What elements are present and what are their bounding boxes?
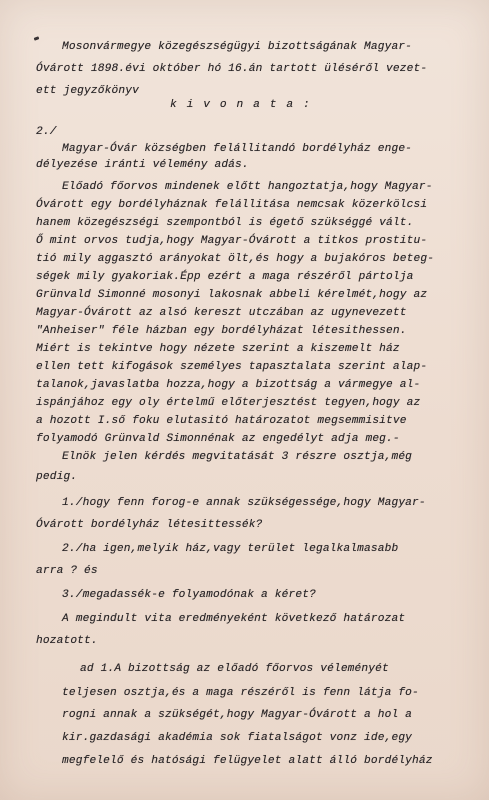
body-line: a hozott I.ső foku elutasitó határozatot megsemmisitve [36, 415, 407, 427]
header-line: Mosonvármegye közegészségügyi bizottságának Magyar- [62, 41, 413, 53]
question-line: Óvárott bordélyház létesittessék? [36, 519, 263, 531]
body-line: talanok,javaslatba hozza,hogy a bizottság a vármegye al- [36, 379, 421, 391]
decision-line: megfelelő és hatósági felügyelet alatt álló bordélyház [62, 755, 433, 767]
question-line: 1./hogy fenn forog-e annak szükségessége,hogy Magyar- [62, 497, 426, 509]
decision-line: teljesen osztja,és a maga részéről is fenn látja fo- [62, 687, 419, 699]
body-line: hanem közegészségi szempontból is égető szükséggé vált. [36, 217, 414, 229]
decision-line: rogni annak a szükségét,hogy Magyar-Óvárott a hol a [62, 709, 413, 721]
body-line: ispánjához egy oly értelmű előterjesztést tegyen,hogy az [36, 397, 421, 409]
question-line: 2./ha igen,melyik ház,vagy terület legalkalmasabb [62, 543, 399, 555]
body-line: Ő mint orvos tudja,hogy Magyar-Óvárott a titkos prostitu- [36, 235, 428, 247]
question-line: arra ? és [36, 565, 98, 577]
extract-title: k i v o n a t a : [170, 99, 312, 111]
resolution-line: hozatott. [36, 635, 98, 647]
decision-line: ad 1.A bizottság az előadó főorvos véleményét [80, 663, 389, 675]
body-line: Miért is tekintve hogy nézete szerint a kiszemelt ház [36, 343, 400, 355]
body-line: folyamodó Grünvald Simonnénak az engedélyt adja meg.- [36, 433, 400, 445]
decision-line: kir.gazdasági akadémia sok fiatalságot vonz ide,egy [62, 732, 413, 744]
body-line: Óvárott egy bordélyháznak felállitása nemcsak közerkölcsi [36, 199, 428, 211]
body-line: Grünvald Simonné mosonyi lakosnak abbeli kérelmét,hogy az [36, 289, 428, 301]
body-line: pedig. [36, 471, 78, 483]
body-line: Magyar-Óvárott az alsó kereszt utczában az ugynevezett [36, 307, 407, 319]
question-line: 3./megadassék-e folyamodónak a kéret? [62, 589, 316, 601]
item-number: 2./ [36, 126, 57, 138]
body-line: tió mily aggasztó arányokat ölt,és hogy a bujakóros beteg- [36, 253, 435, 265]
subject-line: délyezése iránti vélemény adás. [36, 159, 249, 171]
header-line: Óvárott 1898.évi október hó 16.án tartott üléséről vezet- [36, 63, 428, 75]
header-line: ett jegyzőkönyv [36, 85, 139, 97]
subject-line: Magyar-Óvár községben felállitandó bordélyház enge- [62, 143, 413, 155]
body-line: Elnök jelen kérdés megvitatását 3 részre osztja,még [62, 451, 413, 463]
body-line: Előadó főorvos mindenek előtt hangoztatja,hogy Magyar- [62, 181, 433, 193]
body-line: "Anheiser" féle házban egy bordélyházat létesithessen. [36, 325, 407, 337]
ink-mark [34, 36, 40, 41]
body-line: ségek mily gyakoriak.Épp ezért a maga részéről pártolja [36, 271, 414, 283]
body-line: ellen tett kifogások személyes tapasztalata szerint alap- [36, 361, 428, 373]
resolution-line: A megindult vita eredményeként következő határozat [62, 613, 406, 625]
